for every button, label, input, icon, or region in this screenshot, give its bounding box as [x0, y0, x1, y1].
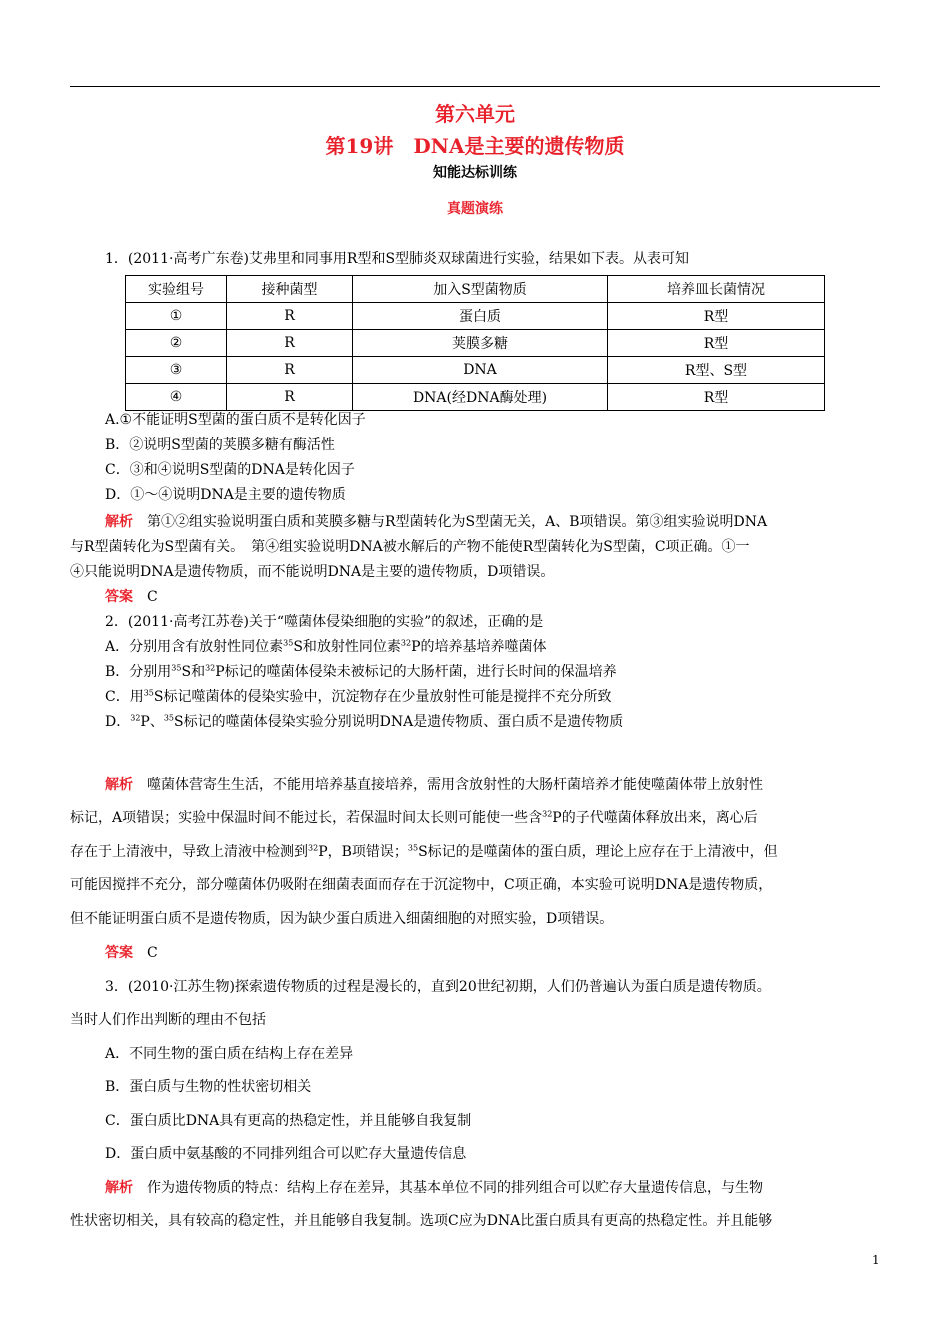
table-row: [126, 384, 825, 411]
table-header: 加入S型菌物质: [353, 276, 608, 303]
answer-label: 答案: [105, 589, 133, 605]
q3-stem: 当时人们作出判断的理由不包括: [70, 1012, 266, 1028]
q2-analysis-line: 可能因搅拌不充分，部分噬菌体仍吸附在细菌表面而存在于沉淀物中，C项正确，本实验可说明DNA是遗传物质，: [70, 877, 773, 893]
q2-option-d: D．$^{32}$P、$^{35}$S标记的噬菌体侵染实验分别说明DNA是遗传物质、蛋白质不是遗传物质: [105, 713, 624, 730]
table-cell: ①: [126, 303, 227, 330]
q2-analysis-line: 解析 噬菌体营寄生生活，不能用培养基直接培养，需用含放射性的大肠杆菌培养才能使噬菌体带上放射性: [105, 777, 763, 793]
q1-option-d: D．①～④说明DNA是主要的遗传物质: [105, 487, 346, 503]
table-row: [126, 330, 825, 357]
analysis-label: 解析: [105, 514, 133, 530]
table-cell: R: [227, 330, 353, 357]
table-cell: R型: [608, 303, 825, 330]
answer-value: C: [147, 589, 158, 605]
table-cell: DNA(经DNA酶处理): [353, 384, 608, 411]
table-cell: R: [227, 357, 353, 384]
table-cell: 蛋白质: [353, 303, 608, 330]
q3-analysis-line: 性状密切相关，具有较高的稳定性，并且能够自我复制。选项C应为DNA比蛋白质具有更高的热稳定性。并且能够: [70, 1213, 773, 1229]
q3-analysis-line: 解析 作为遗传物质的特点：结构上存在差异，其基本单位不同的排列组合可以贮存大量遗传信息，与生物: [105, 1180, 763, 1196]
q1-answer: [105, 588, 158, 606]
table-cell: DNA: [353, 357, 608, 384]
analysis-text: 第①②组实验说明蛋白质和荚膜多糖与R型菌转化为S型菌无关，A、B项错误。第③组实验说明DNA: [133, 514, 768, 530]
q2-analysis-line: 但不能证明蛋白质不是遗传物质，因为缺少蛋白质进入细菌细胞的对照实验，D项错误。: [70, 911, 614, 927]
subtitle: 知能达标训练: [433, 165, 517, 181]
q1-option-a: A.①不能证明S型菌的蛋白质不是转化因子: [105, 412, 366, 428]
q1-analysis-line: [105, 513, 767, 531]
answer-value: C: [147, 945, 158, 961]
q1-stem: 1．(2011·高考广东卷)艾弗里和同事用R型和S型肺炎双球菌进行实验，结果如下表。从表可知: [105, 251, 690, 267]
table-header-row: [126, 276, 825, 303]
table-cell: R: [227, 384, 353, 411]
header-rule: [70, 86, 880, 87]
table-header: 实验组号: [126, 276, 227, 303]
q2-option-b: B．分别用$^{35}$S和$^{32}$P标记的噬菌体侵染未被标记的大肠杆菌，进行长时间的保温培养: [105, 663, 617, 680]
page-number: 1: [872, 1253, 880, 1267]
q2-answer: [105, 944, 158, 962]
analysis-label: 解析: [105, 1180, 133, 1196]
q1-analysis-line: 与R型菌转化为S型菌有关。 第④组实验说明DNA被水解后的产物不能使R型菌转化为S型菌，C项正确。①一: [70, 539, 750, 555]
q2-option-c: C．用$^{35}$S标记噬菌体的侵染实验中，沉淀物存在少量放射性可能是搅拌不充分所致: [105, 688, 612, 705]
q2-stem: 2．(2011·高考江苏卷)关于“噬菌体侵染细胞的实验”的叙述，正确的是: [105, 614, 544, 630]
table-cell: ④: [126, 384, 227, 411]
q3-option-b: B．蛋白质与生物的性状密切相关: [105, 1079, 312, 1095]
table-cell: R型、S型: [608, 357, 825, 384]
q3-stem: 3．(2010·江苏生物)探索遗传物质的过程是漫长的，直到20世纪初期，人们仍普遍认为蛋白质是遗传物质。: [105, 979, 771, 995]
q2-option-a: A．分别用含有放射性同位素$^{35}$S和放射性同位素$^{32}$P的培养基培养噬菌体: [105, 638, 547, 655]
table-row: [126, 303, 825, 330]
q1-option-c: C．③和④说明S型菌的DNA是转化因子: [105, 462, 355, 478]
table-cell: R: [227, 303, 353, 330]
lesson-title: 第19讲 DNA是主要的遗传物质: [325, 134, 625, 158]
q3-option-a: A．不同生物的蛋白质在结构上存在差异: [105, 1046, 354, 1062]
q1-table: [125, 275, 825, 411]
analysis-label: 解析: [105, 777, 133, 793]
table-cell: R型: [608, 330, 825, 357]
unit-title: 第六单元: [435, 102, 515, 126]
q2-analysis-line: 标记，A项错误；实验中保温时间不能过长，若保温时间太长则可能使一些含$^{32}$P的子代噬菌体释放出来，离心后: [70, 809, 758, 826]
q3-option-d: D．蛋白质中氨基酸的不同排列组合可以贮存大量遗传信息: [105, 1146, 467, 1162]
q2-analysis-line: 存在于上清液中，导致上清液中检测到$^{32}$P，B项错误；$^{35}$S标记的是噬菌体的蛋白质，理论上应存在于上清液中，但: [70, 843, 778, 860]
table-header: 培养皿长菌情况: [608, 276, 825, 303]
table-cell: ③: [126, 357, 227, 384]
q3-option-c: C．蛋白质比DNA具有更高的热稳定性，并且能够自我复制: [105, 1113, 472, 1129]
table-header: 接种菌型: [227, 276, 353, 303]
table-cell: R型: [608, 384, 825, 411]
table-cell: ②: [126, 330, 227, 357]
section-title: 真题演练: [447, 201, 503, 217]
table-cell: 荚膜多糖: [353, 330, 608, 357]
q1-option-b: B．②说明S型菌的荚膜多糖有酶活性: [105, 437, 335, 453]
q1-analysis-line: ④只能说明DNA是遗传物质，而不能说明DNA是主要的遗传物质，D项错误。: [70, 564, 555, 580]
table-row: [126, 357, 825, 384]
answer-label: 答案: [105, 945, 133, 961]
